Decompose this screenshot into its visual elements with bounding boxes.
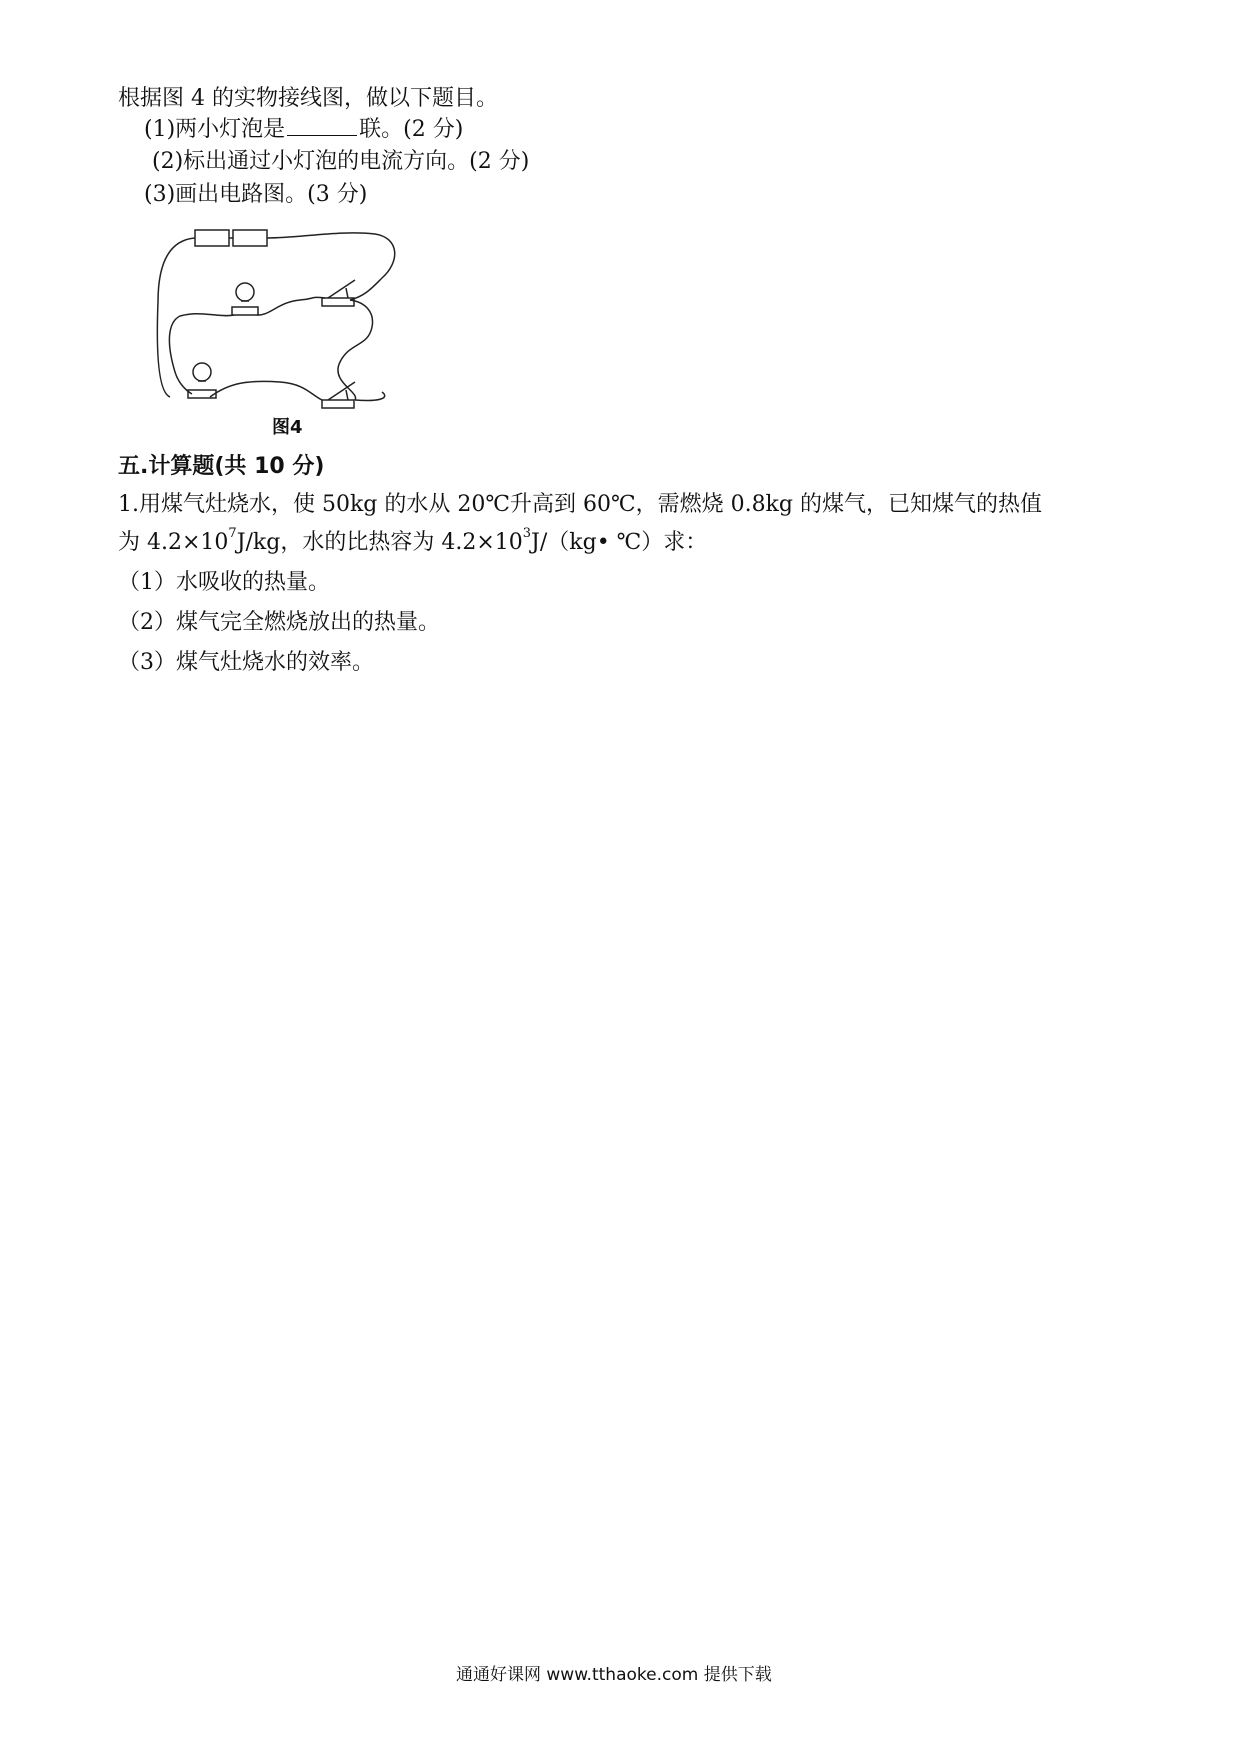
- wire-right: [338, 300, 373, 400]
- circuit-diagram: [150, 222, 420, 437]
- sub-question-1: （1）水吸收的热量。: [118, 570, 330, 595]
- section-title: 五.计算题(共 10 分): [118, 454, 325, 479]
- wire-mid: [257, 297, 325, 315]
- bulb-1-base: [232, 307, 258, 315]
- intro-text: 根据图 4 的实物接线图，做以下题目。: [118, 86, 498, 111]
- wire-bottom: [210, 381, 322, 400]
- problem-line-2-c: J/（kg• ℃）求：: [531, 530, 708, 555]
- question-1-text-after: 联。(2 分): [359, 117, 464, 142]
- sub-question-3: （3）煤气灶烧水的效率。: [118, 650, 374, 675]
- wire-left-inner: [169, 314, 234, 394]
- bulb-2-base: [188, 390, 216, 398]
- figure-caption: 图4: [272, 417, 303, 438]
- wire-top-right: [267, 233, 395, 300]
- battery-2: [233, 230, 267, 246]
- question-1-text-before: (1)两小灯泡是: [144, 117, 286, 142]
- switch-2-base: [322, 400, 354, 408]
- answer-blank[interactable]: [287, 115, 357, 136]
- question-2: (2)标出通过小灯泡的电流方向。(2 分): [152, 149, 530, 174]
- bulb-1: [236, 283, 254, 301]
- exponent-7: 7: [228, 526, 237, 541]
- problem-line-2: [118, 528, 707, 558]
- switch-1-lever: [328, 280, 355, 298]
- problem-line-2-b: J/kg，水的比热容为 4.2×10: [236, 530, 523, 555]
- battery-1: [195, 230, 229, 246]
- question-1: [144, 115, 463, 145]
- switch-1-base: [322, 298, 354, 306]
- exponent-3: 3: [522, 526, 532, 541]
- sub-question-2: （2）煤气完全燃烧放出的热量。: [118, 610, 440, 635]
- bulb-2: [193, 363, 211, 381]
- problem-line-1: 1.用煤气灶烧水，使 50kg 的水从 20℃升高到 60℃，需燃烧 0.8kg 的煤气，已知煤气的热值: [118, 492, 1042, 517]
- wire-left-outer: [157, 238, 195, 397]
- question-3: (3)画出电路图。(3 分): [144, 182, 368, 207]
- problem-line-2-a: 为 4.2×10: [118, 530, 229, 555]
- footer-text: 通通好课网 www.tthaoke.com 提供下载: [456, 1665, 772, 1685]
